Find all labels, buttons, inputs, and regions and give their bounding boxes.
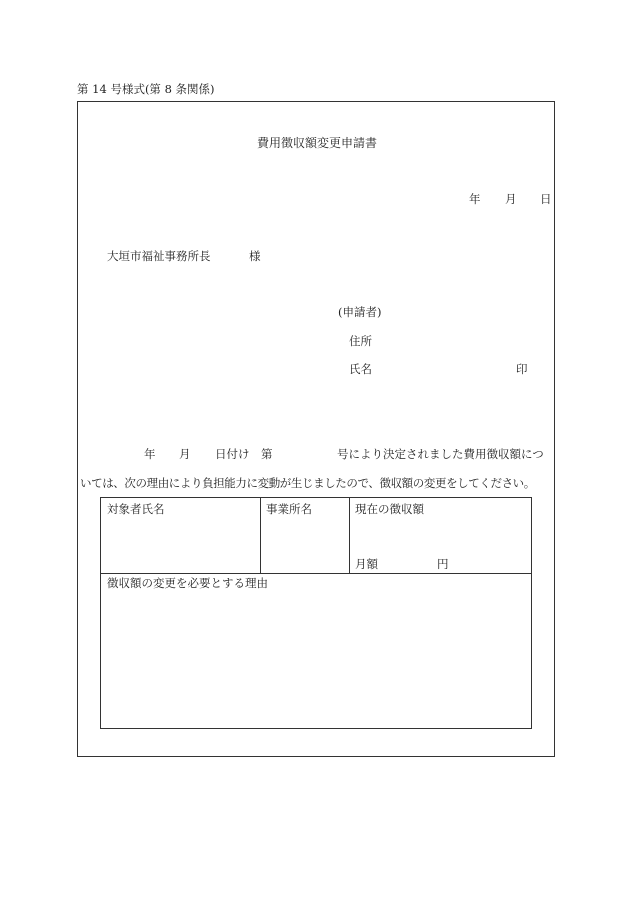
table-col-divider-2 — [349, 498, 350, 573]
body-line2: いては、次の理由により負担能力に変動が生じましたので、徴収額の変更をしてください。 — [80, 476, 535, 490]
subject-name-header: 対象者氏名 — [107, 502, 165, 516]
addressee-name: 大垣市福祉事務所長 — [107, 249, 211, 263]
reason-header: 徴収額の変更を必要とする理由 — [107, 576, 268, 590]
body-dated-label: 日付け — [215, 447, 250, 461]
details-table — [100, 497, 532, 729]
date-month-label: 月 — [505, 192, 517, 206]
body-year-label: 年 — [144, 447, 156, 461]
applicant-label: (申請者) — [338, 305, 382, 319]
form-title: 費用徴収額変更申請書 — [257, 136, 378, 150]
office-name-header: 事業所名 — [266, 502, 312, 516]
current-amount-header: 現在の徴収額 — [355, 502, 424, 516]
table-col-divider-1 — [260, 498, 261, 573]
body-line1-rest: 号により決定されました費用徴収額につ — [337, 447, 544, 461]
applicant-seal-mark: 印 — [516, 362, 528, 376]
applicant-address-label: 住所 — [349, 334, 372, 348]
table-row-divider — [101, 573, 531, 574]
addressee-honorific: 様 — [249, 249, 261, 263]
date-year-label: 年 — [469, 192, 481, 206]
applicant-name-label: 氏名 — [349, 362, 372, 376]
monthly-amount-label: 月額 — [355, 557, 378, 571]
form-number: 第 14 号様式(第 8 条関係) — [77, 82, 215, 96]
body-month-label: 月 — [179, 447, 191, 461]
body-ordinal-label: 第 — [261, 447, 273, 461]
yen-unit-label: 円 — [437, 557, 449, 571]
date-day-label: 日 — [540, 192, 552, 206]
